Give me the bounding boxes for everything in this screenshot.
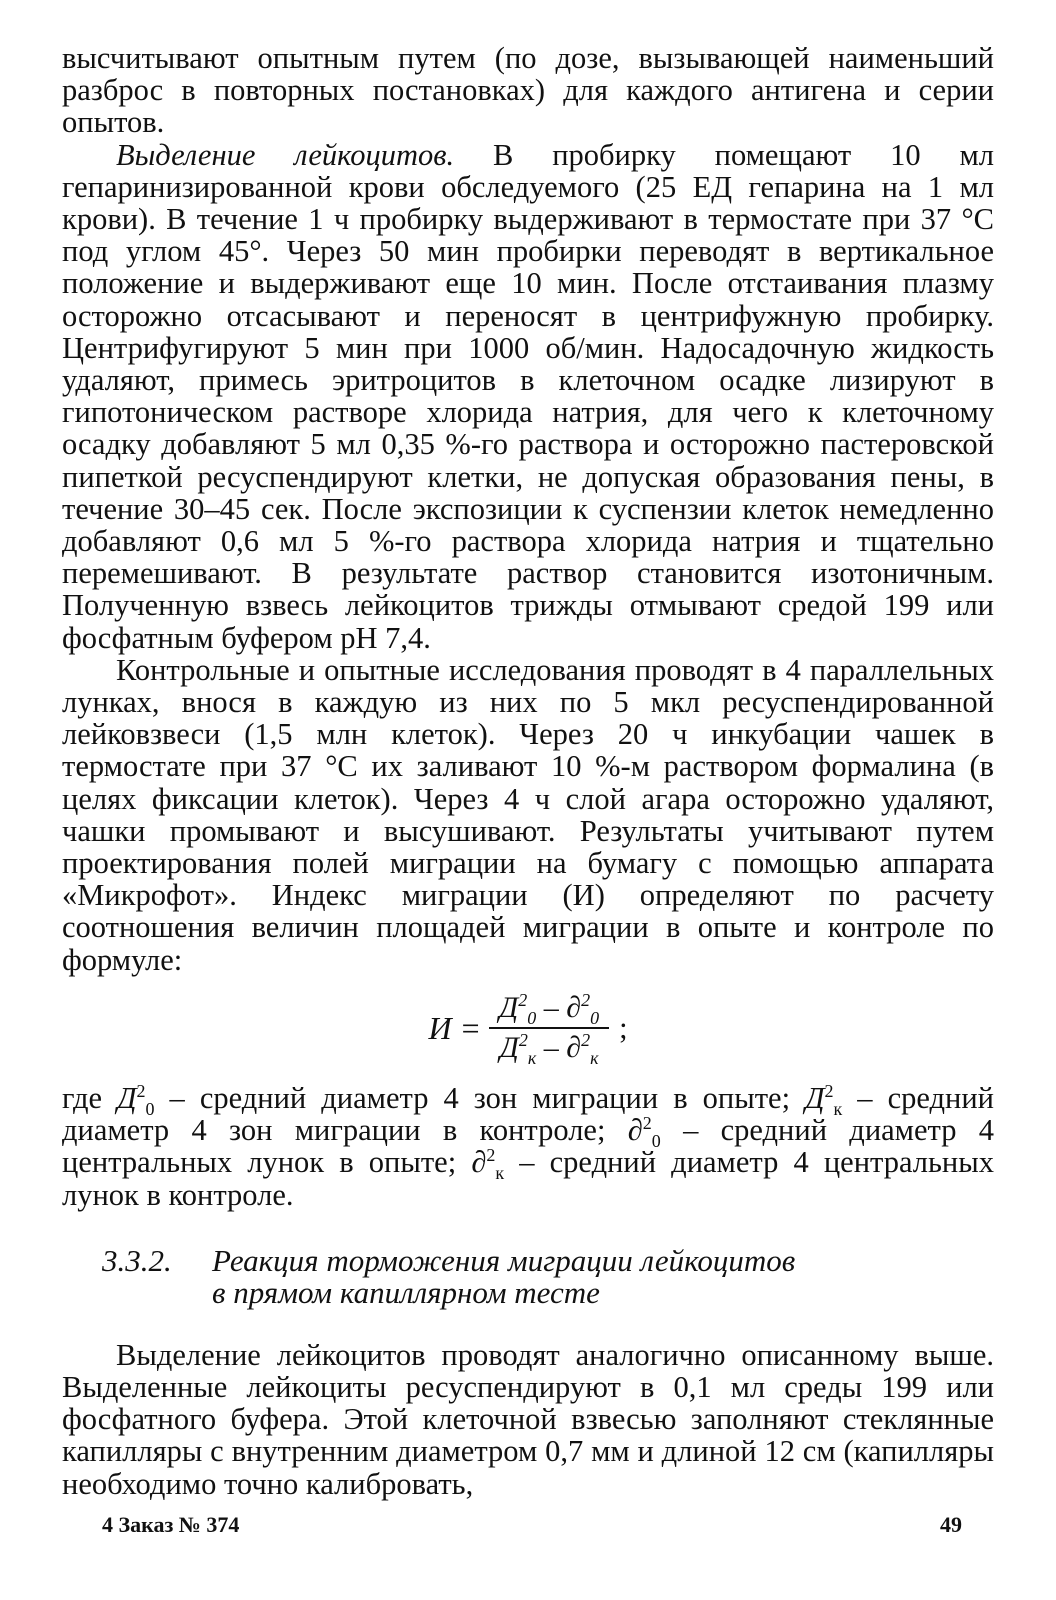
formula-num-d-sup: 2 [518, 989, 528, 1010]
page-body [62, 42, 994, 1500]
formula-fraction [489, 989, 609, 1067]
formula-num-partial-sub: 0 [590, 1007, 600, 1028]
formula-semicolon: ; [619, 1010, 628, 1045]
legend-d0-sub: 0 [145, 1098, 155, 1119]
legend-t5: – средний диаметр 4 центральных лунок в контроле. [62, 1145, 994, 1212]
paragraph-2-text: В пробирку помещают 10 мл гепаринизированной крови обследуемого (25 ЕД гепарина на 1 мл крови). В течение 1 ч пробирку выдерживают в термостате при 37 °С под углом 45°. Через 50 мин пробирки переводят в вертикальное положение и выдерживают еще 10 мин. После отстаивания плазму осторожно отсасывают и переносят в центрифужную пробирку. Центрифугируют 5 мин при 1000 об/мин. Надосадочную жидкость удаляют, примесь эритроцитов в клеточном осадке лизируют в гипотоническом растворе хлорида натрия, для чего к клеточному осадку добавляют 5 мл 0,35 %-го раствора и осторожно пастеровской пипеткой ресуспендируют клетки, не допуская образования пены, в течение 30–45 сек. После экспозиции к суспензии клеток немедленно добавляют 0,6 мл 5 %-го раствора хлорида натрия и тщательно перемешивают. В результате раствор становится изотоничным. Полученную взвесь лейкоцитов трижды отмывают средой 199 или фосфатным буфером pH 7,4. [62, 137, 994, 655]
formula-num-d-sub: 0 [527, 1007, 537, 1028]
legend-c0: ∂ [627, 1113, 643, 1148]
legend-dk: Д [805, 1080, 825, 1115]
legend-t2: – средний диаметр 4 зон миграции в опыте; [154, 1080, 806, 1115]
page-footer [102, 1512, 962, 1538]
legend-d0: Д [117, 1080, 137, 1115]
section-title-line2: в прямом капиллярном тесте [212, 1274, 600, 1310]
formula-den-d: Д [499, 1030, 519, 1064]
formula-den-minus: – [536, 1030, 567, 1064]
paragraph-3: Контрольные и опытные исследования проводят в 4 параллельных лунках, внося в каждую из них по 5 мкл ресуспендированной лейковзвеси (1,5 млн клеток). Через 20 ч инкубации чашек в термостате при 37 °С их заливают 10 %-м раствором формалина (в целях фиксации клеток). Через 4 ч слой агара осторожно удаляют, чашки промывают и высушивают. Результаты учитывают путем проектирования полей миграции на бумагу с помощью аппарата «Микрофот». Индекс миграции (И) определяют по расчету соотношения величин площадей миграции в опыте и контроле по формуле: [62, 652, 994, 977]
legend-ck-sub: к [495, 1163, 505, 1184]
formula-num-partial: ∂ [566, 990, 582, 1024]
legend-dk-sub: к [833, 1098, 843, 1119]
paragraph-5: Выделение лейкоцитов проводят аналогично описанному выше. Выделенные лейкоциты ресуспендируют в 0,1 мл среды 199 или фосфатного буфера. Этой клеточной взвесью заполняют стеклянные капилляры с внутренним диаметром 0,7 мм и длиной 12 см (капилляры необходимо точно калибровать, [62, 1337, 994, 1501]
formula-lhs: И = [428, 1009, 482, 1046]
formula-den-d-sup: 2 [518, 1029, 528, 1050]
page-number: 49 [940, 1512, 962, 1537]
paragraph-2 [62, 139, 994, 654]
section-heading-line1 [62, 1242, 994, 1278]
section-heading [62, 1242, 994, 1310]
migration-index-formula [62, 978, 994, 1078]
formula-num-d: Д [499, 990, 519, 1024]
formula-denominator [490, 1029, 609, 1067]
formula-den-partial: ∂ [566, 1030, 582, 1064]
legend-t3: – средний диаметр 4 зон миграции в контроле; [62, 1080, 994, 1148]
formula-num-minus: – [536, 990, 567, 1024]
formula-numerator [489, 989, 609, 1027]
legend-ck: ∂ [471, 1145, 487, 1180]
formula-den-partial-sub: к [590, 1047, 599, 1068]
formula-den-partial-sup: 2 [581, 1029, 591, 1050]
paragraph-2-lead: Выделение лейкоцитов. [116, 137, 455, 172]
formula-legend [62, 1082, 994, 1211]
legend-t4: – средний диаметр 4 центральных лунок в опыте; [62, 1113, 994, 1180]
legend-d0-sup: 2 [136, 1080, 146, 1101]
formula-den-d-sub: к [527, 1047, 537, 1068]
formula-num-partial-sup: 2 [581, 989, 591, 1010]
legend-t1: где [62, 1080, 118, 1115]
footer-signature: 4 Заказ № 374 [102, 1512, 240, 1537]
legend-ck-sup: 2 [486, 1145, 496, 1166]
legend-dk-sup: 2 [824, 1080, 834, 1101]
section-title-line1: Реакция торможения миграции лейкоцитов [212, 1242, 796, 1278]
section-number: 3.3.2. [102, 1242, 172, 1278]
legend-c0-sup: 2 [642, 1112, 652, 1133]
paragraph-1: высчитывают опытным путем (по дозе, вызывающей наименьший разброс в повторных постановках) для каждого антигена и серии опытов. [62, 41, 994, 140]
legend-c0-sub: 0 [651, 1131, 661, 1152]
